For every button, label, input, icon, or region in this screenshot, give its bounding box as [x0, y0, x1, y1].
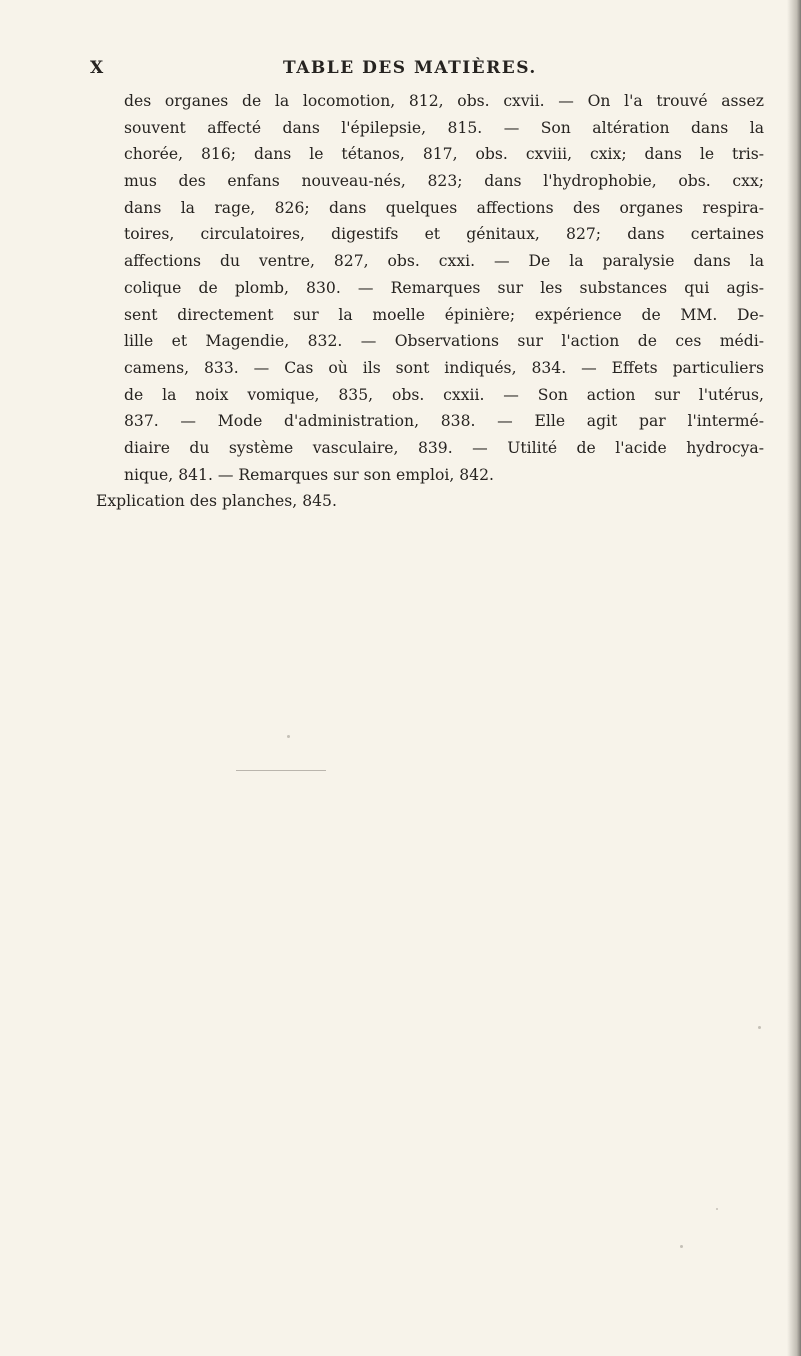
text-line: camens, 833. — Cas où ils sont indiqués, 834. — Effets particuliers — [124, 358, 764, 377]
text-line: lille et Magendie, 832. — Observations sur l'action de ces médi- — [124, 332, 764, 351]
paper-fleck — [287, 735, 290, 738]
text-line: chorée, 816; dans le tétanos, 817, obs. cxviii, cxix; dans le tris- — [124, 145, 764, 164]
paper-fleck — [716, 1208, 718, 1210]
running-title: TABLE DES MATIÈRES. — [283, 58, 537, 78]
text-line: des organes de la locomotion, 812, obs. cxvii. — On l'a trouvé assez — [124, 92, 764, 110]
text-line: toires, circulatoires, digestifs et génitaux, 827; dans certaines — [124, 225, 764, 244]
text-line: colique de plomb, 830. — Remarques sur les substances qui agis- — [124, 278, 764, 297]
text-line: mus des enfans nouveau-nés, 823; dans l'hydrophobie, obs. cxx; — [124, 172, 764, 191]
table-of-contents-text — [96, 88, 764, 515]
text-line: de la noix vomique, 835, obs. cxxii. — Son action sur l'utérus, — [124, 385, 764, 404]
page-edge-shadow — [787, 0, 801, 1356]
text-line: nique, 841. — Remarques sur son emploi, 842. — [124, 465, 494, 484]
entry-explication-planches: Explication des planches, 845. — [96, 492, 337, 511]
paper-fleck — [680, 1245, 683, 1248]
text-line: affections du ventre, 827, obs. cxxi. — De la paralysie dans la — [124, 252, 764, 271]
text-line: souvent affecté dans l'épilepsie, 815. — Son altération dans la — [124, 118, 764, 137]
text-line: sent directement sur la moelle épinière; expérience de MM. De- — [124, 305, 764, 324]
end-rule-divider — [236, 770, 326, 771]
paper-fleck — [758, 1026, 761, 1029]
text-line: diaire du système vasculaire, 839. — Utilité de l'acide hydrocya- — [124, 438, 764, 457]
text-line: dans la rage, 826; dans quelques affections des organes respira- — [124, 198, 764, 217]
page-number: X — [90, 58, 105, 78]
page-header — [90, 58, 730, 82]
text-line: 837. — Mode d'administration, 838. — Elle agit par l'intermé- — [124, 412, 764, 431]
